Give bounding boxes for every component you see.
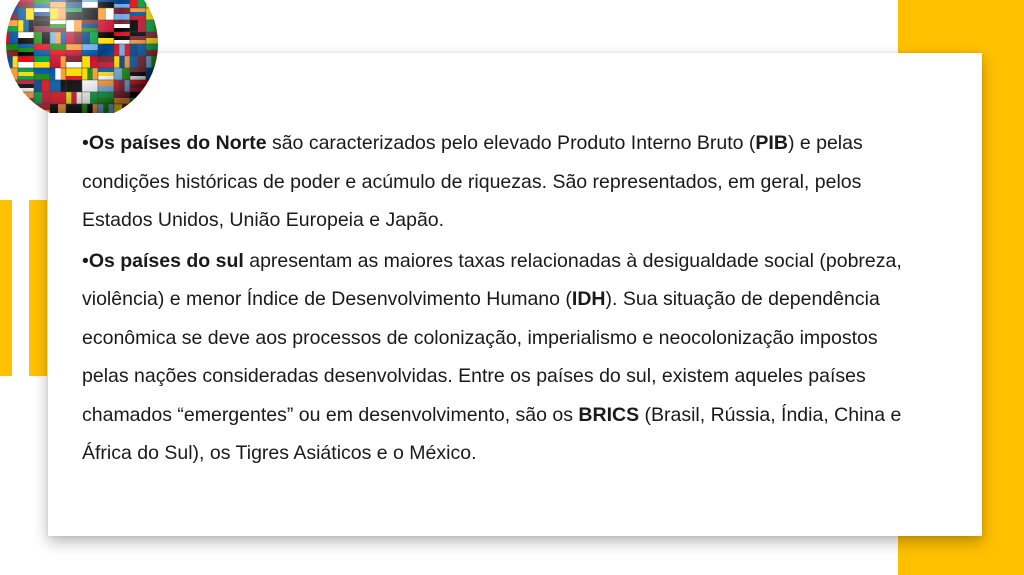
paragraph-text: ) e pelas condições históricas de poder e acúmulo de riquezas. São representados, em geral, pelos Estados Unidos, União Europeia e Japão. [82,132,863,231]
bold-heading-south: Os países do sul [88,249,244,272]
bold-term-brics: BRICS [578,403,640,426]
left-accent-bar-secondary [29,200,47,376]
flags-globe-icon [6,0,158,113]
bold-heading-north: Os países do Norte [88,132,267,154]
bold-term-idh: IDH [571,288,606,310]
left-accent-bar [0,200,12,376]
bullet: • [82,249,89,272]
main-text [82,124,928,475]
paragraph-text: são caracterizados pelo elevado Produto Interno Bruto ( [266,132,756,154]
bullet: • [82,132,89,154]
paragraph-text: (Brasil, Rússia, Índia, China e África do Sul), os Tigres Asiáticos e o México. [82,403,902,464]
paragraph-text: ). Sua situação de dependência econômica se deve aos processos de colonização, imperialismo e neocolonização impostos pelas nações consideradas desenvolvidas. Entre os países do sul, existem aqueles países chamados “emergentes” ou em desenvolvimento, são os [82,288,880,426]
bold-term-pib: PIB [755,132,788,154]
paragraph-north [82,124,928,240]
paragraph-text: apresentam as maiores taxas relacionadas à desigualdade social (pobreza, violência) e menor Índice de Desenvolvimento Humano ( [82,249,902,310]
paragraph-south [82,242,928,473]
